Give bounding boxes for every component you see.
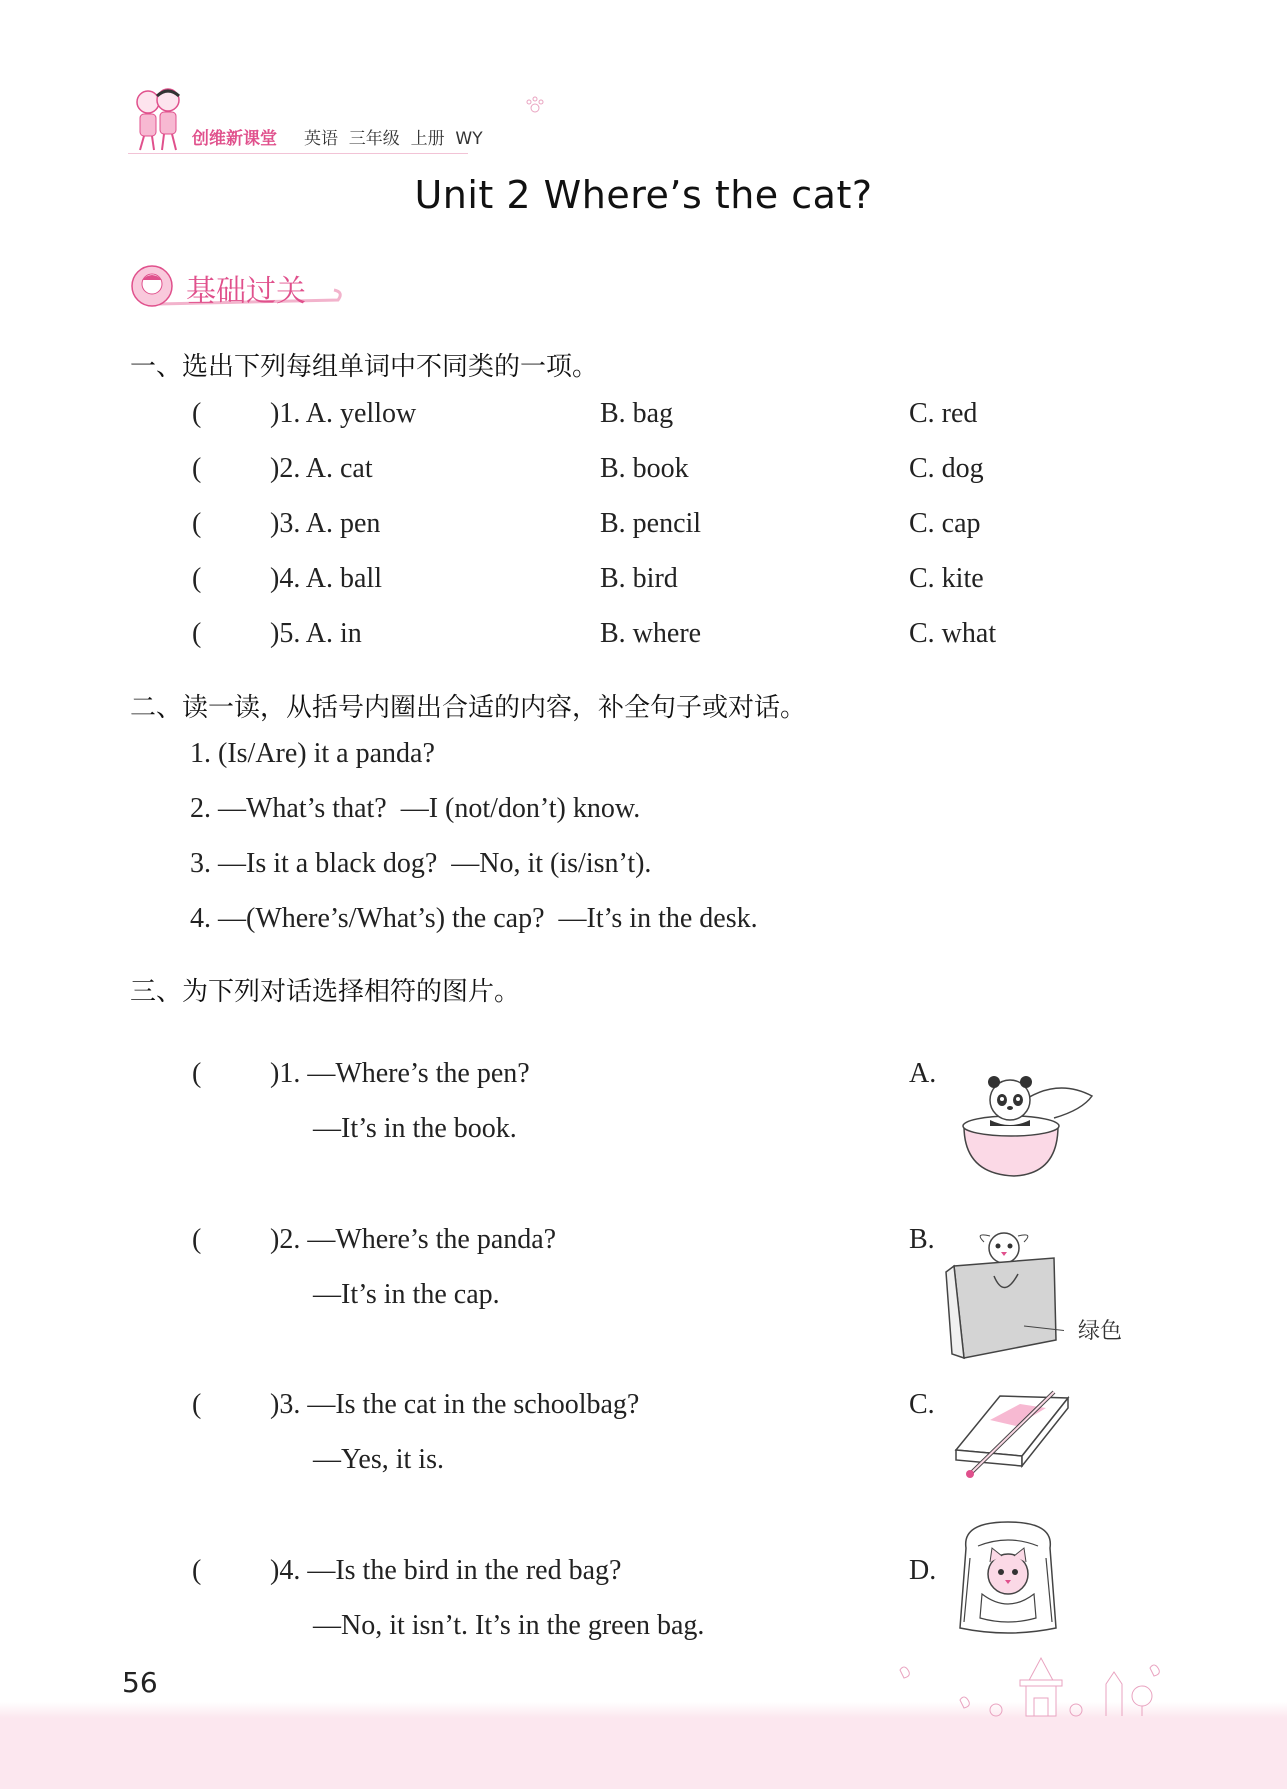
paw-icon (525, 96, 545, 116)
part1-item-3-b: B. pencil (600, 508, 702, 539)
part3-item-4-answer: —No, it isn’t. It’s in the green bag. (313, 1610, 705, 1641)
answer-paren-open: ( (192, 453, 202, 484)
panda-in-cap-icon (958, 1068, 1094, 1180)
answer-paren-open: ( (192, 508, 202, 539)
part1-item-2: )2. A. cat (270, 453, 373, 484)
part2-item-2: 2. —What’s that? —I (not/don’t) know. (190, 793, 641, 824)
part2-heading: 二、读一读，从括号内圈出合适的内容，补全句子或对话。 (130, 693, 807, 723)
part3-item-3-question: )3. —Is the cat in the schoolbag? (270, 1389, 640, 1420)
part1-item-3: )3. A. pen (270, 508, 381, 539)
part1-item-2-c: C. dog (909, 453, 984, 484)
part1-heading: 一、选出下列每组单词中不同类的一项。 (130, 352, 599, 382)
answer-paren-open: ( (192, 1555, 202, 1586)
page-header (128, 86, 688, 156)
part1-item-1: )1. A. yellow (270, 398, 417, 429)
answer-paren-open: ( (192, 1224, 202, 1255)
series-name: 创维新课堂 (192, 129, 277, 149)
green-color-label: 绿色 (1078, 1319, 1123, 1344)
option-a-label: A. (909, 1058, 937, 1089)
answer-paren-open: ( (192, 398, 202, 429)
part1-item-4-b: B. bird (600, 563, 678, 594)
option-b-label: B. (909, 1224, 935, 1255)
part1-item-5-c: C. what (909, 618, 997, 649)
pen-on-book-icon (950, 1390, 1074, 1482)
part1-item-2-b: B. book (600, 453, 689, 484)
part1-item-3-c: C. cap (909, 508, 981, 539)
part3-item-4-question: )4. —Is the bird in the red bag? (270, 1555, 622, 1586)
part1-item-1-c: C. red (909, 398, 978, 429)
book-info: 英语 三年级 上册 WY (304, 129, 483, 149)
part3-item-2-answer: —It’s in the cap. (313, 1279, 500, 1310)
answer-paren-open: ( (192, 563, 202, 594)
part1-item-1-b: B. bag (600, 398, 674, 429)
part1-item-4: )4. A. ball (270, 563, 382, 594)
page-number: 56 (122, 1666, 158, 1699)
part3-item-1-question: )1. —Where’s the pen? (270, 1058, 530, 1089)
section-banner-label: 基础过关 (186, 274, 306, 309)
part1-item-4-c: C. kite (909, 563, 984, 594)
answer-paren-open: ( (192, 1389, 202, 1420)
part1-item-5-b: B. where (600, 618, 702, 649)
option-c-label: C. (909, 1389, 935, 1420)
part3-item-2-question: )2. —Where’s the panda? (270, 1224, 557, 1255)
answer-paren-open: ( (192, 618, 202, 649)
bird-in-bag-icon (944, 1228, 1064, 1360)
part2-item-3: 3. —Is it a black dog? —No, it (is/isn’t). (190, 848, 652, 879)
castle-decoration-icon (880, 1650, 1170, 1720)
answer-paren-open: ( (192, 1058, 202, 1089)
page-title: Unit 2 Where’s the cat? (414, 173, 873, 217)
part3-item-3-answer: —Yes, it is. (313, 1444, 444, 1475)
footer-band (0, 1718, 1287, 1789)
part1-item-5: )5. A. in (270, 618, 362, 649)
cat-in-schoolbag-icon (952, 1518, 1064, 1638)
part2-item-4: 4. —(Where’s/What’s) the cap? —It’s in the desk. (190, 903, 758, 934)
header-rule (128, 153, 468, 154)
option-d-label: D. (909, 1555, 937, 1586)
part3-item-1-answer: —It’s in the book. (313, 1113, 517, 1144)
section-banner (128, 262, 348, 312)
part2-item-1: 1. (Is/Are) it a panda? (190, 738, 435, 769)
part3-heading: 三、为下列对话选择相符的图片。 (130, 977, 521, 1007)
kids-logo-icon (128, 86, 190, 152)
